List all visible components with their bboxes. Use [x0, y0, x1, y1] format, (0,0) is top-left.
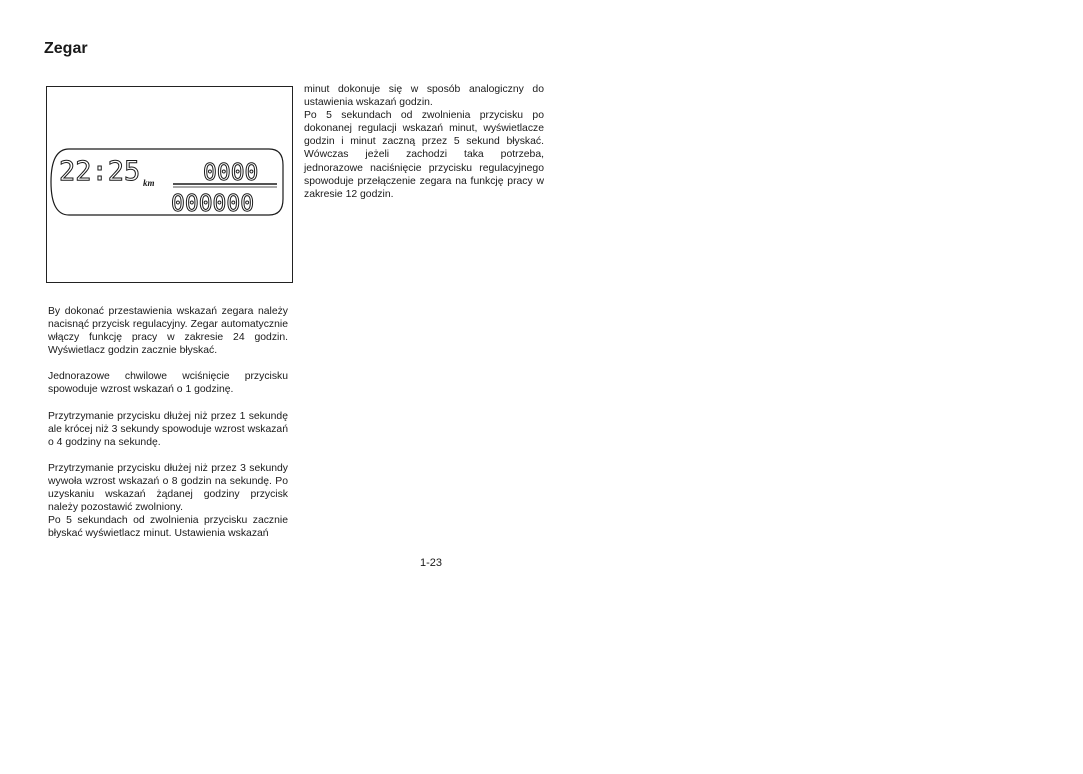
odometer-readout: 000000 — [171, 191, 255, 217]
page-title: Zegar — [44, 40, 88, 57]
paragraph: minut dokonuje się w sposób analogiczny do ustawienia wskazań godzin. — [304, 84, 544, 109]
paragraph: Po 5 sekundach od zwolnienia przycisku po dokonanej regulacji wskazań minut, wyświetlacze godzin i minut zaczną przez 5 sekund błyskać. Wówczas jeżeli zachodzi taka potrzeba, jednorazowe naciśnięcie przycisku regulacyjnego spowoduje przełączenie zegara na funkcję pracy w zakresie 12 godzin. — [304, 110, 544, 200]
trip-readout: 0000 — [203, 160, 259, 186]
page-number: 1-23 — [420, 557, 443, 569]
left-text-column — [48, 305, 288, 540]
right-text-column — [304, 83, 544, 201]
paragraph: Jednorazowe chwilowe wciśnięcie przycisku spowoduje wzrost wskazań o 1 godzinę. — [48, 371, 288, 396]
paragraph: Przytrzymanie przycisku dłużej niż przez 3 sekundy wywoła wzrost wskazań o 8 godzin na sekundę. Po uzyskaniu wskazań żądanej godziny przycisk należy pozostawić zwolniony. — [48, 462, 288, 514]
clock-display-illustration — [46, 86, 293, 283]
time-readout: 22:25 — [59, 156, 141, 187]
lcd-panel — [47, 87, 294, 284]
paragraph: Przytrzymanie przycisku dłużej niż przez 1 sekundę ale krócej niż 3 sekundy spowoduje wzrost wskazań o 4 godziny na sekundę. — [48, 410, 288, 448]
unit-label: km — [143, 178, 155, 188]
paragraph: By dokonać przestawienia wskazań zegara należy nacisnąć przycisk regulacyjny. Zegar automatycznie włączy funkcję pracy w zakresie 24 godzin. Wyświetlacz godzin zacznie błyskać. — [48, 306, 288, 357]
paragraph: Po 5 sekundach od zwolnienia przycisku zacznie błyskać wyświetlacz minut. Ustawienia wskazań — [48, 515, 288, 540]
